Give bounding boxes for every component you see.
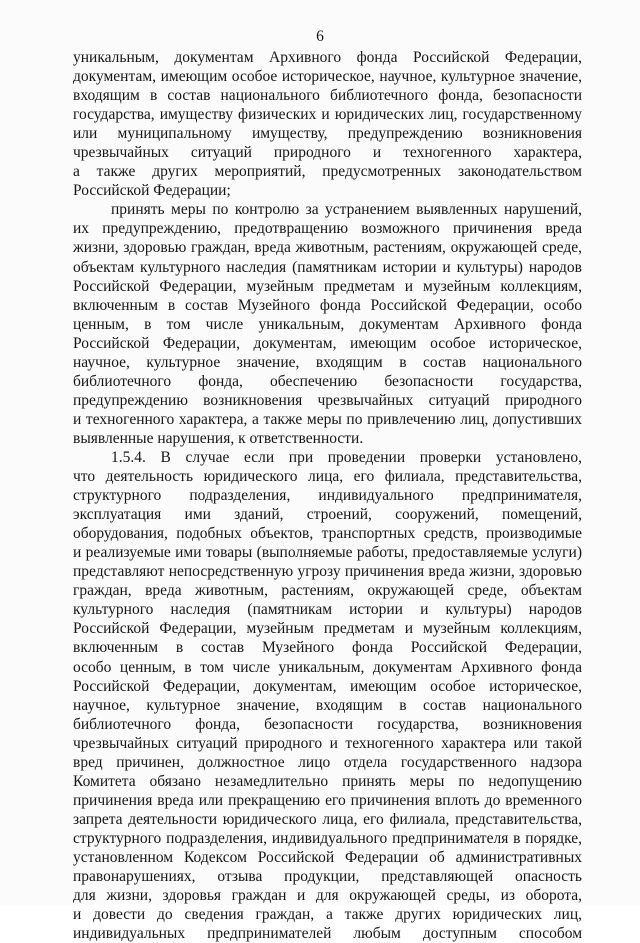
text-line: Российской Федерации, документам, имеющим особое историческое, <box>73 677 582 695</box>
text-line: жизни, здоровью граждан, вреда животным, растениям, окружающей среде, <box>73 239 582 257</box>
text-line: структурного подразделения, индивидуального предпринимателя в порядке, <box>73 829 582 847</box>
text-line: и техногенного характера, а также меры по привлечению лиц, допустивших <box>73 410 582 428</box>
text-line: объектам культурного наследия (памятникам истории и культуры) народов <box>73 258 582 276</box>
text-line: запрета деятельности юридического лица, его филиала, представительства, <box>73 810 582 828</box>
text-line: научное, культурное значение, входящим в состав национального <box>73 353 582 371</box>
text-line: для жизни, здоровья граждан и для окружающей среды, из оборота, <box>73 887 582 905</box>
text-line: их предупреждению, предотвращению возможного причинения вреда <box>73 220 582 238</box>
text-line: уникальным, документам Архивного фонда Российской Федерации, <box>73 49 582 66</box>
text-line: Российской Федерации; <box>73 182 231 200</box>
text-line: документам, имеющим особое историческое, научное, культурное значение, <box>73 68 582 86</box>
text-line: предупреждению возникновения чрезвычайных ситуаций природного <box>73 391 582 409</box>
text-line: причинения вреда или прекращению его причинения вплоть до временного <box>73 791 582 809</box>
text-line: и реализуемые ими товары (выполняемые работы, предоставляемые услуги) <box>73 544 582 562</box>
text-line: 1.5.4. В случае если при проведении проверки установлено, <box>111 448 582 466</box>
text-line: библиотечного фонда, обеспечению безопасности государства, <box>73 372 582 390</box>
body-text <box>73 48 582 943</box>
text-line: правонарушениях, отзыва продукции, представляющей опасность <box>73 868 582 886</box>
text-line: а также других мероприятий, предусмотренных законодательством <box>73 163 582 181</box>
text-line: библиотечного фонда, безопасности государства, возникновения <box>73 715 582 733</box>
text-line: и довести до сведения граждан, а также других юридических лиц, <box>73 906 582 924</box>
text-line: представляют непосредственную угрозу причинения вреда жизни, здоровью <box>73 563 582 581</box>
text-line: государства, имуществу физических и юридических лиц, государственному <box>73 106 582 124</box>
text-line: принять меры по контролю за устранением выявленных нарушений, <box>111 201 582 219</box>
page-number: 6 <box>316 28 324 45</box>
text-line: выявленные нарушения, к ответственности. <box>73 429 364 447</box>
text-line: что деятельность юридического лица, его филиала, представительства, <box>73 468 582 486</box>
text-line: Российской Федерации, музейным предметам и музейным коллекциям, <box>73 620 582 638</box>
text-line: индивидуальных предпринимателей любым доступным способом <box>73 925 582 943</box>
text-line: культурного наследия (памятникам истории и культуры) народов <box>73 601 582 619</box>
text-line: оборудования, подобных объектов, транспортных средств, производимые <box>73 525 582 543</box>
text-line: включенным в состав Музейного фонда Российской Федерации, особо <box>73 296 582 314</box>
text-line: особо ценным, в том числе уникальным, документам Архивного фонда <box>73 658 582 676</box>
text-line: установленном Кодексом Российской Федерации об административных <box>73 848 582 866</box>
text-line: чрезвычайных ситуаций природного и техногенного характера, <box>73 144 582 162</box>
text-line: Российской Федерации, документам, имеющим особое историческое, <box>73 334 582 352</box>
text-line: граждан, вреда животным, растениям, окружающей среде, объектам <box>73 582 582 600</box>
text-line: эксплуатация ими зданий, строений, сооружений, помещений, <box>73 506 582 524</box>
text-line: вред причинен, должностное лицо отдела государственного надзора <box>73 753 582 771</box>
text-line: структурного подразделения, индивидуального предпринимателя, <box>73 487 582 505</box>
text-line: научное, культурное значение, входящим в состав национального <box>73 696 582 714</box>
text-line: или муниципальному имуществу, предупреждению возникновения <box>73 125 582 143</box>
text-line: включенным в состав Музейного фонда Российской Федерации, <box>73 639 582 657</box>
text-line: ценным, в том числе уникальным, документам Архивного фонда <box>73 315 582 333</box>
text-line: входящим в состав национального библиотечного фонда, безопасности <box>73 87 582 105</box>
text-line: Комитета обязано незамедлительно принять меры по недопущению <box>73 772 582 790</box>
text-line: Российской Федерации, музейным предметам и музейным коллекциям, <box>73 277 582 295</box>
text-line: чрезвычайных ситуаций природного и техногенного характера или такой <box>73 734 582 752</box>
